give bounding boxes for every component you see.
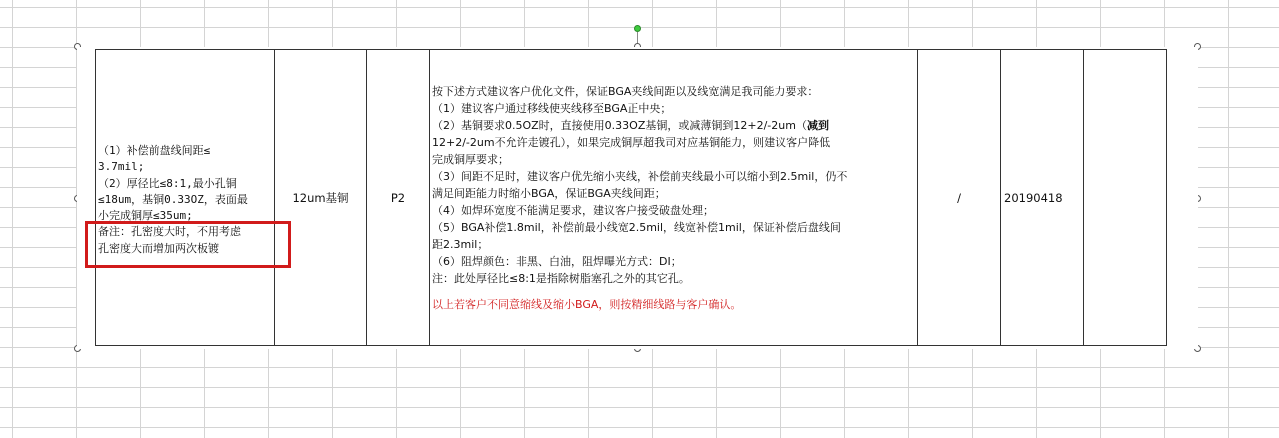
column-divider-5 bbox=[1000, 49, 1001, 346]
cell-line: 12+2/-2um不允许走镀孔），如果完成铜厚超我司对应基铜能力，则建议客户降低 bbox=[432, 136, 831, 149]
cell-line: 满足间距能力时缩小BGA，保证BGA夹线间距； bbox=[432, 187, 666, 200]
cell-line: 按下述方式建议客户优化文件，保证BGA夹线间距以及线宽满足我司能力要求： bbox=[432, 85, 819, 98]
rotate-handle[interactable] bbox=[634, 25, 641, 32]
cell-line: （1）建议客户通过移线使夹线移至BGA正中央； bbox=[432, 102, 672, 115]
cell-line: 完成铜厚要求； bbox=[432, 153, 509, 166]
cell-slash: / bbox=[957, 191, 961, 205]
annotation-highlight-box bbox=[85, 221, 291, 268]
cell-line-part: （2）基铜要求0.5OZ时，直接使用0.33OZ基铜，或减薄铜到12+2/-2um（ bbox=[432, 119, 807, 132]
cell-line: 小完成铜厚≤35um; bbox=[98, 209, 193, 223]
cell-base-copper: 12um基铜 bbox=[292, 191, 349, 205]
cell-date: 20190418 bbox=[1004, 191, 1063, 205]
cell-line: 注：此处厚径比≤8:1是指除树脂塞孔之外的其它孔。 bbox=[432, 272, 690, 285]
table-border-right bbox=[1166, 49, 1167, 346]
table-border-bottom bbox=[95, 345, 1167, 346]
column-divider-3 bbox=[429, 49, 430, 346]
cell-line: （4）如焊环宽度不能满足要求，建议客户接受破盘处理； bbox=[432, 204, 714, 217]
cell-line: （2）厚径比≤8:1,最小孔铜 bbox=[98, 176, 237, 190]
cell-suggestions bbox=[432, 83, 847, 313]
cell-line: （3）间距不足时，建议客户优先缩小夹线，补偿前夹线最小可以缩小到2.5mil，仍不 bbox=[432, 170, 848, 183]
table-border-left bbox=[95, 49, 96, 346]
cell-line: （1）补偿前盘线间距≤ bbox=[98, 144, 211, 157]
bold-fragment: 减到 bbox=[806, 119, 829, 132]
cell-line: ≤18um，基铜0.33OZ，表面最 bbox=[98, 192, 248, 206]
table-border-top bbox=[95, 49, 1167, 50]
spacer bbox=[432, 287, 847, 296]
cell-line: 备注：孔密度大时，不用考虑 bbox=[98, 225, 241, 239]
cell-line: 距2.3mil； bbox=[432, 238, 489, 251]
cell-line bbox=[432, 117, 847, 134]
cell-line: 3.7mil; bbox=[98, 160, 145, 174]
cell-line: 孔密度大而增加两次板镀 bbox=[98, 241, 219, 255]
column-divider-6 bbox=[1083, 49, 1084, 346]
cell-line: （6）阻焊颜色：非黑、白油，阻焊曝光方式：DI； bbox=[432, 255, 682, 268]
cell-line-warning: 以上若客户不同意缩线及缩小BGA，则按精细线路与客户确认。 bbox=[432, 298, 742, 311]
cell-code: P2 bbox=[390, 191, 406, 205]
cell-line: （5）BGA补偿1.8mil，补偿前最小线宽2.5mil，线宽补偿1mil，保证补偿后盘线间 bbox=[432, 221, 841, 234]
